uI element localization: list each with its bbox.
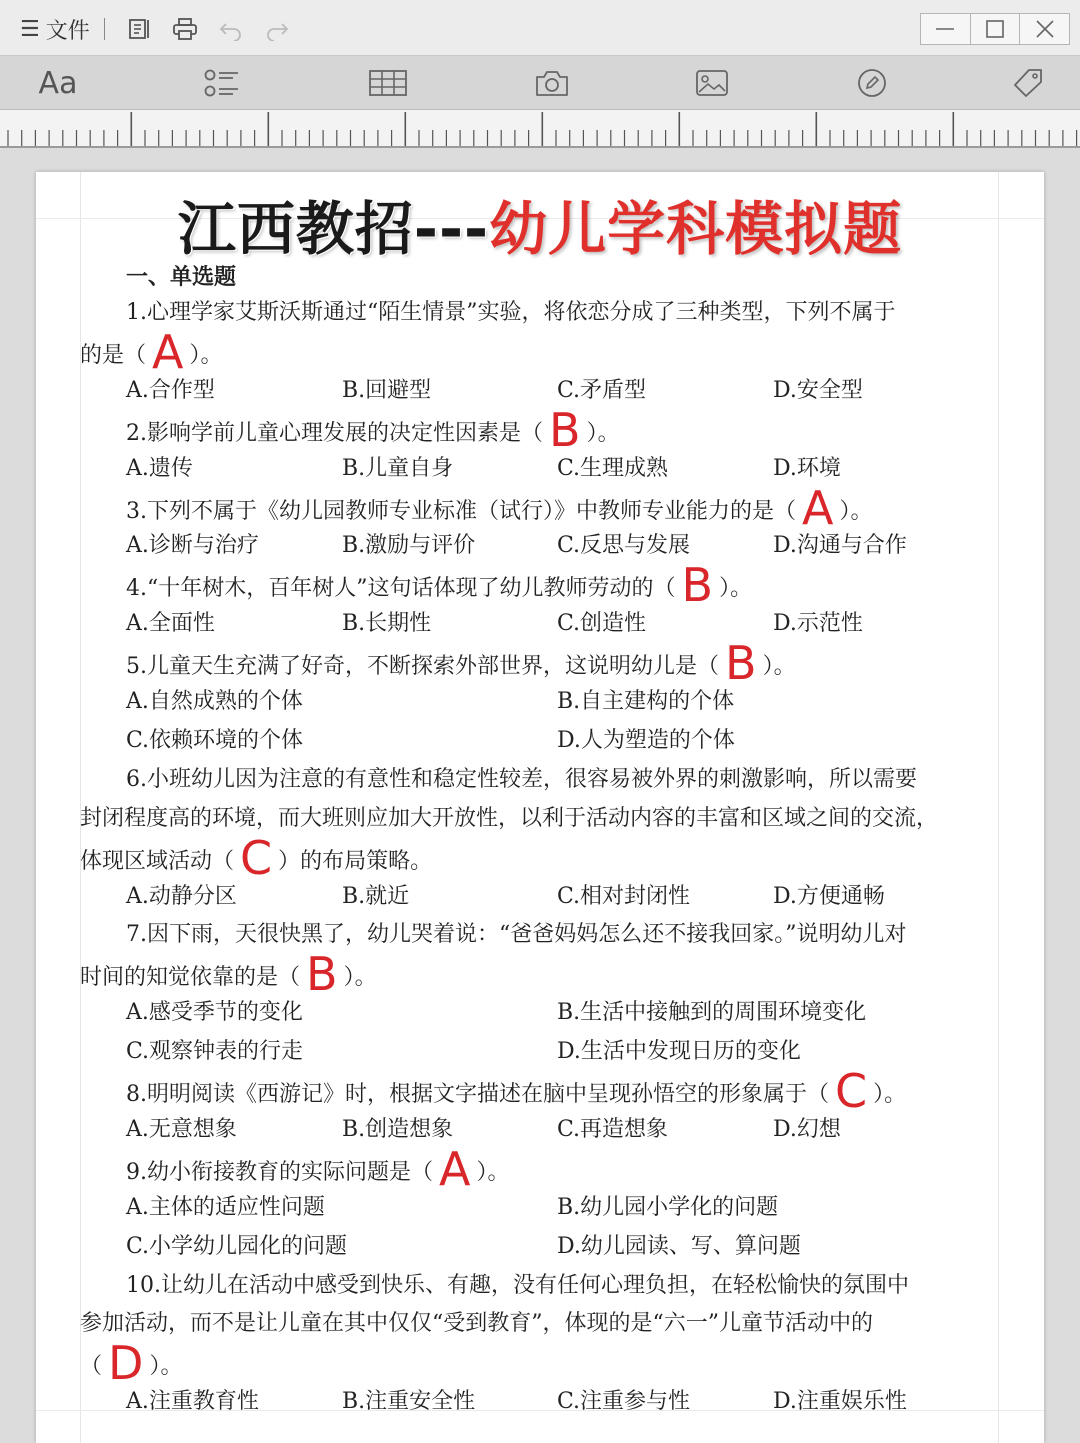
- option-text: D.注重娱乐性: [773, 1389, 907, 1415]
- option-text: A.感受季节的变化: [126, 1000, 303, 1026]
- option-text: A.自然成熟的个体: [126, 689, 303, 714]
- option-b: [342, 609, 431, 639]
- option-c: [557, 1387, 690, 1417]
- option-text: B.创造想象: [342, 1116, 454, 1142]
- option-a: [126, 454, 193, 484]
- option-c: [557, 531, 690, 561]
- option-d: [773, 454, 841, 484]
- option-a: [126, 687, 303, 717]
- option-text: C.生理成熟: [557, 455, 669, 481]
- option-text: B.儿童自身: [342, 455, 454, 481]
- option-text: B.幼儿园小学化的问题: [557, 1194, 779, 1220]
- question-text: [126, 1271, 909, 1301]
- option-a: [126, 376, 215, 406]
- section-heading: 一、单选题: [126, 265, 237, 290]
- question-line: （: [80, 1354, 103, 1380]
- option-text: A.主体的适应性问题: [126, 1194, 325, 1220]
- ruler[interactable]: [0, 110, 1080, 148]
- answer-mark: A: [152, 324, 184, 379]
- option-a: [126, 1193, 325, 1223]
- menu-separator: [104, 18, 105, 40]
- question-text: [80, 830, 433, 885]
- question-closing: ）。: [839, 498, 873, 524]
- question-text: [126, 298, 896, 328]
- title-black: 江西教招---: [177, 195, 490, 263]
- list-icon[interactable]: [200, 65, 244, 101]
- question-closing: ）。: [762, 654, 796, 680]
- answer-mark: B: [306, 947, 338, 1002]
- edit-icon[interactable]: [850, 65, 894, 101]
- print-icon[interactable]: [165, 12, 205, 46]
- option-d: [773, 609, 863, 639]
- answer-mark: D: [108, 1336, 144, 1391]
- menu-bar: [0, 0, 1080, 56]
- option-text: A.合作型: [126, 377, 215, 403]
- maximize-icon[interactable]: [971, 14, 1021, 44]
- option-a: [126, 998, 303, 1028]
- answer-mark: B: [725, 636, 757, 691]
- option-d: [557, 1037, 801, 1067]
- option-text: C.注重参与性: [557, 1389, 691, 1415]
- title-red: 幼儿学科模拟题: [489, 195, 903, 263]
- question-line: 的是（: [80, 342, 147, 368]
- option-text: A.注重教育性: [126, 1389, 259, 1415]
- option-text: B.长期性: [342, 611, 432, 637]
- option-text: D.幻想: [773, 1116, 841, 1142]
- redo-icon[interactable]: [257, 12, 297, 46]
- answer-mark: A: [802, 480, 834, 535]
- option-b: [342, 376, 431, 406]
- option-text: C.创造性: [557, 611, 647, 637]
- question-line: 2.影响学前儿童心理发展的决定性因素是（: [126, 420, 543, 446]
- option-a: [126, 609, 215, 639]
- option-b: [342, 1115, 453, 1145]
- question-text: [80, 947, 377, 1002]
- option-d: [773, 882, 885, 912]
- question-text: [126, 920, 907, 950]
- tag-icon[interactable]: [1006, 65, 1050, 101]
- answer-mark: C: [240, 830, 273, 885]
- answer-mark: C: [835, 1064, 868, 1118]
- question-text: [80, 804, 938, 834]
- question-line: 8.明明阅读《西游记》时，根据文字描述在脑中呈现孙悟空的形象属于（: [126, 1082, 829, 1107]
- question-text: [80, 1336, 183, 1391]
- option-text: B.回避型: [342, 377, 432, 403]
- option-d: [557, 726, 735, 756]
- option-b: [557, 998, 866, 1028]
- question-line: 参加活动，而不是让儿童在其中仅仅“受到教育”，体现的是“六一”儿童节活动中的: [80, 1311, 873, 1337]
- question-text: [126, 1141, 510, 1196]
- file-menu[interactable]: 文件: [45, 18, 90, 44]
- option-b: [342, 454, 453, 484]
- question-line: 1.心理学家艾斯沃斯通过“陌生情景”实验，将依恋分成了三种类型，下列不属于: [126, 300, 896, 325]
- option-text: D.人为塑造的个体: [557, 727, 735, 753]
- question-closing: ）。: [149, 1354, 183, 1380]
- option-text: B.就近: [342, 883, 410, 909]
- camera-icon[interactable]: [530, 65, 574, 101]
- option-a: [126, 531, 259, 561]
- option-text: B.自主建构的个体: [557, 689, 735, 714]
- option-text: B.生活中接触到的周围环境变化: [557, 1000, 867, 1026]
- option-text: D.方便通畅: [773, 883, 885, 909]
- option-text: C.矛盾型: [557, 377, 647, 403]
- option-c: [557, 376, 646, 406]
- option-text: C.相对封闭性: [557, 883, 691, 909]
- option-c: [126, 726, 303, 756]
- option-c: [557, 882, 690, 912]
- close-icon[interactable]: [1020, 14, 1069, 44]
- answer-mark: A: [439, 1141, 471, 1196]
- undo-icon[interactable]: [211, 12, 251, 46]
- option-text: D.沟通与合作: [773, 533, 907, 559]
- question-text: [126, 402, 620, 457]
- window-controls: [920, 13, 1070, 45]
- option-d: [773, 1115, 841, 1145]
- option-d: [773, 531, 907, 561]
- option-text: A.动静分区: [126, 883, 237, 909]
- option-a: [126, 882, 237, 912]
- option-text: B.激励与评价: [342, 533, 476, 559]
- option-text: A.遗传: [126, 455, 193, 481]
- question-closing: ）的布局策略。: [278, 848, 433, 874]
- question-closing: ）。: [343, 965, 377, 991]
- question-text: [80, 1309, 873, 1339]
- question-closing: ）。: [873, 1082, 907, 1107]
- option-text: A.诊断与治疗: [126, 533, 259, 559]
- font-button[interactable]: Aa: [38, 65, 78, 101]
- answer-mark: B: [549, 402, 581, 457]
- option-d: [773, 1387, 907, 1417]
- option-c: [557, 454, 668, 484]
- option-a: [126, 1387, 259, 1417]
- option-c: [126, 1037, 303, 1067]
- question-closing: ）。: [586, 420, 620, 446]
- option-text: A.无意想象: [126, 1116, 237, 1142]
- option-text: D.生活中发现日历的变化: [557, 1039, 801, 1065]
- sidebar-icon[interactable]: [119, 12, 159, 46]
- minimize-icon[interactable]: [921, 14, 971, 44]
- question-line: 9.幼小衔接教育的实际问题是（: [126, 1159, 433, 1185]
- option-b: [342, 1387, 475, 1417]
- menu-icon[interactable]: ☰: [20, 16, 40, 42]
- question-line: 5.儿童天生充满了好奇，不断探索外部世界，这说明幼儿是（: [126, 654, 719, 680]
- option-b: [342, 882, 409, 912]
- option-text: A.全面性: [126, 611, 215, 637]
- question-line: 时间的知觉依靠的是（: [80, 965, 301, 991]
- option-d: [557, 1232, 801, 1262]
- option-c: [557, 1115, 668, 1145]
- option-text: D.安全型: [773, 377, 863, 403]
- option-c: [126, 1232, 347, 1262]
- option-text: C.反思与发展: [557, 533, 691, 559]
- ruler-ticks: [0, 110, 1080, 148]
- table-icon[interactable]: [366, 65, 410, 101]
- question-line: 4.“十年树木，百年树人”这句话体现了幼儿教师劳动的（: [126, 576, 676, 602]
- option-text: D.示范性: [773, 611, 863, 637]
- question-text: [126, 480, 873, 535]
- option-text: C.小学幼儿园化的问题: [126, 1233, 348, 1259]
- option-text: C.依赖环境的个体: [126, 727, 304, 753]
- question-line: 7.因下雨，天很快黑了，幼儿哭着说：“爸爸妈妈怎么还不接我回家。”说明幼儿对: [126, 922, 907, 948]
- answer-mark: B: [681, 558, 714, 613]
- question-closing: ）。: [719, 576, 753, 602]
- option-d: [773, 376, 863, 406]
- question-line: 3.下列不属于《幼儿园教师专业标准（试行）》中教师专业能力的是（: [126, 498, 796, 524]
- question-text: [126, 765, 917, 795]
- option-text: C.再造想象: [557, 1116, 669, 1142]
- menu-left: [20, 12, 303, 46]
- document-page[interactable]: [36, 172, 1044, 1443]
- option-b: [342, 531, 475, 561]
- image-icon[interactable]: [690, 65, 734, 101]
- option-text: B.注重安全性: [342, 1389, 476, 1415]
- option-a: [126, 1115, 237, 1145]
- question-line: 封闭程度高的环境，而大班则应加大开放性，以利于活动内容的丰富和区域之间的交流，: [80, 805, 939, 831]
- question-line: 6.小班幼儿因为注意的有意性和稳定性较差，很容易被外界的刺激影响，所以需要: [126, 766, 917, 792]
- option-text: D.幼儿园读、写、算问题: [557, 1233, 801, 1259]
- option-b: [557, 687, 734, 717]
- option-c: [557, 609, 646, 639]
- option-text: C.观察钟表的行走: [126, 1039, 304, 1065]
- question-line: 体现区域活动（: [80, 848, 235, 874]
- question-line: 10.让幼儿在活动中感受到快乐、有趣，没有任何心理负担，在轻松愉快的氛围中: [126, 1272, 909, 1298]
- question-text: [126, 558, 753, 613]
- question-closing: ）。: [476, 1159, 510, 1185]
- question-text: [126, 1064, 907, 1118]
- margin-guide-right: [998, 172, 999, 1443]
- question-text: [80, 324, 223, 379]
- format-toolbar: [0, 56, 1080, 110]
- option-text: D.环境: [773, 455, 841, 481]
- option-b: [557, 1193, 778, 1223]
- question-text: [126, 636, 796, 691]
- question-closing: ）。: [189, 342, 223, 368]
- page-title: [36, 182, 1044, 266]
